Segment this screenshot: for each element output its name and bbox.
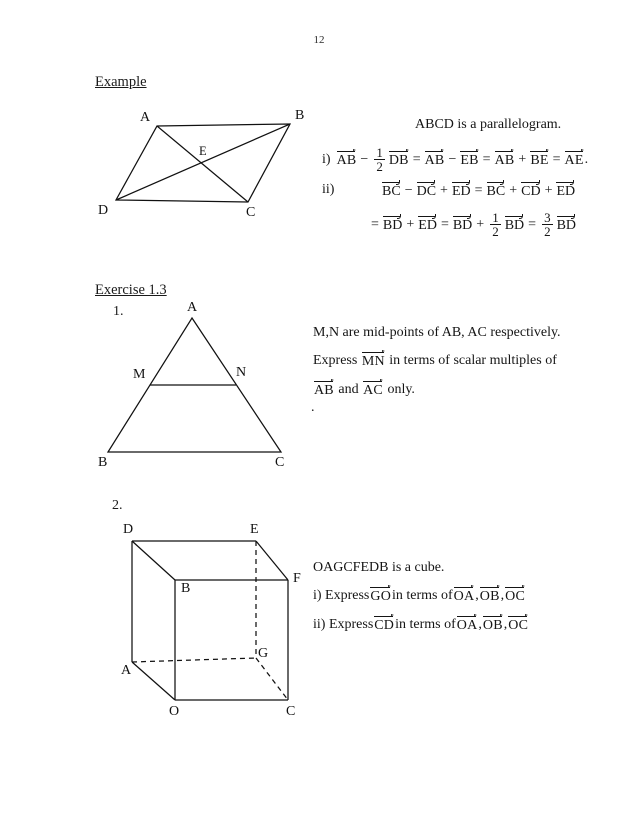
- question-2-part-i: [313, 587, 526, 605]
- operator: =: [528, 216, 537, 232]
- example-heading: Example: [95, 74, 147, 90]
- operator: −: [360, 151, 369, 167]
- cube-vertex-label-A: A: [121, 663, 132, 678]
- vector-OA: OA: [456, 618, 478, 633]
- operator: =: [552, 151, 561, 167]
- cube-vertex-label-E: E: [250, 522, 259, 537]
- vertex-label-A: A: [140, 110, 151, 125]
- separator: ,: [500, 588, 505, 603]
- question-1-express-label: Express: [313, 353, 361, 368]
- question-2-part-i-mid: in terms of: [392, 588, 453, 603]
- operator: −: [448, 151, 457, 167]
- vector-AB: AB: [336, 152, 357, 168]
- question-2-part-i-basis: [453, 587, 526, 605]
- vector-OA: OA: [453, 589, 475, 604]
- vector-AB: AB: [494, 152, 515, 168]
- vector-BD: BD: [504, 217, 525, 233]
- question-1-number: 1.: [113, 304, 124, 319]
- fraction-3-over-2: $\frac{3}{2}$: [544, 210, 551, 240]
- operator: =: [474, 183, 483, 198]
- operator: +: [406, 216, 415, 232]
- triangle-vertex-label-C: C: [275, 455, 285, 470]
- cube-edge-GC-hidden: [256, 658, 288, 700]
- vertex-label-D: D: [98, 203, 109, 218]
- question-2-statement: OAGCFEDB is a cube.: [313, 560, 445, 575]
- operator: +: [509, 183, 518, 198]
- equation-i-label: i): [322, 151, 331, 167]
- cube-edge-AG-hidden: [132, 658, 256, 662]
- vertex-label-E: E: [199, 144, 207, 158]
- math-text: .: [584, 151, 589, 167]
- operator: =: [371, 216, 379, 232]
- vector-OB: OB: [482, 618, 503, 633]
- vertex-label-C: C: [246, 205, 256, 220]
- cube-edge-EF: [256, 541, 288, 580]
- vector-BD: BD: [382, 217, 403, 233]
- cube-vertex-label-F: F: [293, 571, 301, 586]
- vector-ED: ED: [451, 184, 471, 199]
- vector-OC: OC: [505, 589, 526, 604]
- triangle-vertex-label-A: A: [187, 300, 198, 315]
- question-1-only-label: only.: [383, 382, 415, 397]
- cube-vertex-label-D: D: [123, 522, 134, 537]
- vector-BC: BC: [382, 184, 401, 199]
- vector-OC: OC: [508, 618, 529, 633]
- question-2-part-ii-mid: in terms of: [395, 617, 456, 632]
- vector-AB: AB: [314, 383, 334, 398]
- triangle-vertex-label-N: N: [236, 365, 247, 380]
- vector-BD: BD: [452, 217, 473, 233]
- operator: +: [476, 216, 485, 232]
- question-2-number: 2.: [112, 498, 123, 513]
- example-statement: ABCD is a parallelogram.: [415, 117, 562, 132]
- cube-vertex-label-O: O: [169, 704, 180, 719]
- question-1-line-2-tail: in terms of scalar multiples of: [385, 353, 557, 368]
- page-number: 12: [313, 34, 325, 46]
- question-2-part-ii-basis: [456, 616, 529, 634]
- question-1-trailing-dot: .: [311, 400, 315, 415]
- operator: +: [544, 183, 553, 198]
- question-1-and-label: and: [334, 382, 363, 397]
- question-2-part-ii: [313, 616, 529, 634]
- triangle-vertex-label-M: M: [133, 367, 146, 382]
- vector-MN: MN: [361, 354, 385, 369]
- vector-OB: OB: [479, 589, 500, 604]
- cube-vertex-label-B: B: [181, 581, 191, 596]
- vector-ED: ED: [418, 217, 437, 233]
- vector-BD: BD: [556, 217, 577, 233]
- operator: +: [518, 151, 527, 167]
- fraction-1-over-2: $\frac{1}{2}$: [492, 210, 499, 240]
- vector-EB: EB: [460, 152, 479, 168]
- question-1-line-1: M,N are mid-points of AB, AC respectively.: [313, 325, 561, 340]
- operator: =: [412, 151, 421, 167]
- separator: ,: [478, 617, 482, 632]
- operator: +: [440, 183, 448, 198]
- cube-edge-AO: [132, 662, 175, 700]
- vector-AC: AC: [363, 383, 383, 398]
- question-2-part-ii-prefix: ii) Express: [313, 617, 374, 632]
- cube-edge-DB: [132, 541, 175, 580]
- vector-DC: DC: [416, 184, 437, 199]
- exercise-heading: Exercise 1.3: [95, 282, 167, 298]
- operator: −: [404, 183, 413, 198]
- question-2-part-i-prefix: i) Express: [313, 588, 370, 603]
- vector-AB: AB: [424, 152, 445, 168]
- vertex-label-B: B: [295, 108, 305, 123]
- vector-GO: GO: [370, 589, 392, 604]
- cube-vertex-label-C: C: [286, 704, 296, 719]
- vector-BE: BE: [530, 152, 549, 168]
- vector-BC: BC: [486, 184, 506, 199]
- vector-DB: DB: [388, 152, 409, 168]
- equation-ii-label: ii): [322, 182, 335, 197]
- fraction-1-over-2: $\frac{1}{2}$: [376, 145, 383, 175]
- vector-CD: CD: [374, 618, 395, 633]
- operator: =: [440, 216, 449, 232]
- vector-ED: ED: [556, 184, 576, 199]
- operator: =: [482, 151, 491, 167]
- cube-vertex-label-G: G: [258, 646, 269, 661]
- separator: ,: [503, 617, 508, 632]
- vector-AE: AE: [564, 152, 584, 168]
- vector-CD: CD: [521, 184, 541, 199]
- separator: ,: [475, 588, 479, 603]
- triangle-vertex-label-B: B: [98, 455, 108, 470]
